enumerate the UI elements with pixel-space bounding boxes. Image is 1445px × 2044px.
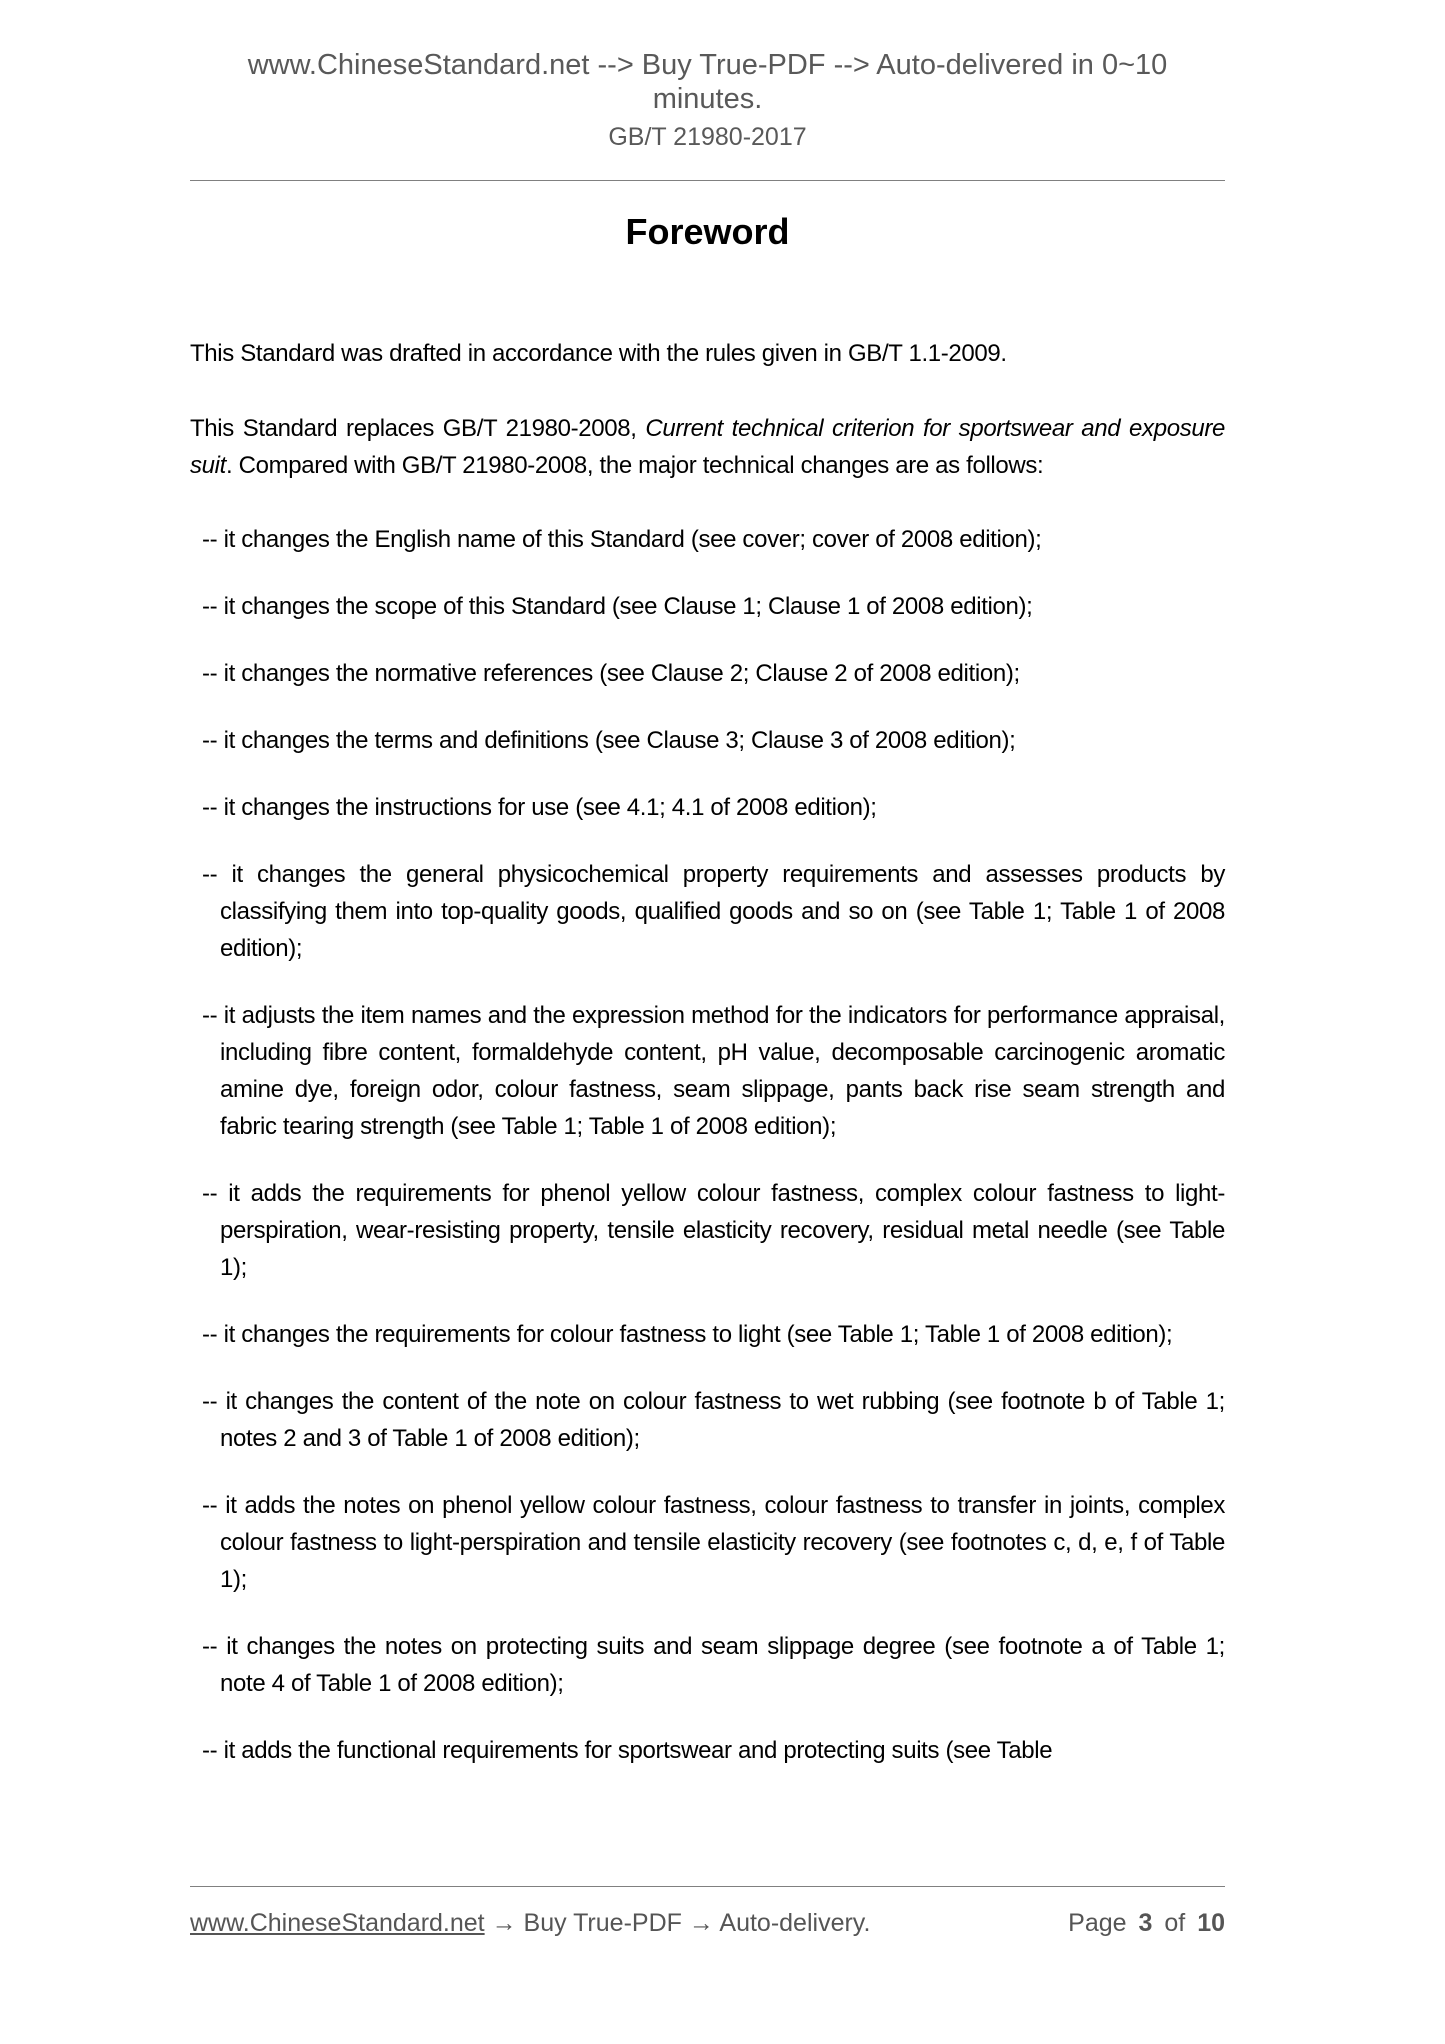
- change-item: -- it changes the general physicochemical property requirements and assesses products by classifying them into top-quality goods, qualified goods and so on (see Table 1; Table 1 of 2008 edition);: [202, 861, 1225, 962]
- change-item: -- it changes the terms and definitions (see Clause 3; Clause 3 of 2008 edition);: [202, 727, 1016, 754]
- page-title: Foreword: [625, 211, 790, 252]
- change-item: -- it changes the instructions for use (see 4.1; 4.1 of 2008 edition);: [202, 794, 877, 821]
- change-item: -- it adds the requirements for phenol yellow colour fastness, complex colour fastness to light-perspiration, wear-resisting property, tensile elasticity recovery, residual metal needle (see Table 1);: [202, 1180, 1225, 1281]
- header-divider: [190, 180, 1225, 181]
- header-banner: www.ChineseStandard.net --> Buy True-PDF --> Auto-delivered in 0~10 minutes.: [247, 49, 1168, 115]
- footer-site-link[interactable]: www.ChineseStandard.net: [190, 1909, 485, 1937]
- change-item: -- it changes the notes on protecting suits and seam slippage degree (see footnote a of Table 1; note 4 of Table 1 of 2008 edition);: [202, 1633, 1225, 1697]
- change-item: -- it changes the scope of this Standard (see Clause 1; Clause 1 of 2008 edition);: [202, 593, 1033, 620]
- paragraph-replaces-tail: . Compared with GB/T 21980-2008, the major technical changes are as follows:: [225, 452, 1044, 479]
- changes-list: [190, 521, 1225, 1769]
- change-item: -- it adjusts the item names and the expression method for the indicators for performance appraisal, including fibre content, formaldehyde content, pH value, decomposable carcinogenic aromatic amine dye, foreign odor, colour fastness, seam slippage, pants back rise seam strength and fabric tearing strength (see Table 1; Table 1 of 2008 edition);: [202, 1002, 1225, 1140]
- paragraph-drafting: This Standard was drafted in accordance with the rules given in GB/T 1.1-2009.: [190, 340, 1007, 367]
- page-indicator-total: 10: [1197, 1909, 1225, 1937]
- footer-promo-text: → Buy True-PDF → Auto-delivery.: [484, 1909, 871, 1937]
- paragraph-replaces-text: This Standard replaces GB/T 21980-2008,: [190, 415, 646, 442]
- page-indicator: [1068, 1906, 1225, 1940]
- paragraph-replaces: [190, 410, 1225, 484]
- page-indicator-current: 3: [1138, 1909, 1153, 1937]
- change-item-truncated: -- it adds the functional requirements for sportswear and protecting suits (see Table: [202, 1737, 1053, 1764]
- page-indicator-of: of: [1164, 1909, 1186, 1937]
- footer-promo: [190, 1906, 870, 1940]
- change-item: -- it changes the requirements for colour fastness to light (see Table 1; Table 1 of 2008 edition);: [202, 1321, 1173, 1348]
- change-item: -- it changes the content of the note on colour fastness to wet rubbing (see footnote b of Table 1; notes 2 and 3 of Table 1 of 2008 edition);: [202, 1388, 1225, 1452]
- change-item: -- it changes the English name of this Standard (see cover; cover of 2008 edition);: [202, 526, 1042, 553]
- footer-divider: [190, 1886, 1225, 1887]
- doc-number: GB/T 21980-2017: [608, 123, 807, 151]
- page-footer: [190, 1906, 1225, 1940]
- replaced-standard-title: Current technical criterion for sportswear and exposure suit: [190, 415, 1225, 479]
- change-item: -- it adds the notes on phenol yellow colour fastness, colour fastness to transfer in joints, complex colour fastness to light-perspiration and tensile elasticity recovery (see footnotes c, d, e, f of Table 1);: [202, 1492, 1225, 1593]
- page-indicator-label: Page: [1068, 1909, 1127, 1937]
- change-item: -- it changes the normative references (see Clause 2; Clause 2 of 2008 edition);: [202, 660, 1020, 687]
